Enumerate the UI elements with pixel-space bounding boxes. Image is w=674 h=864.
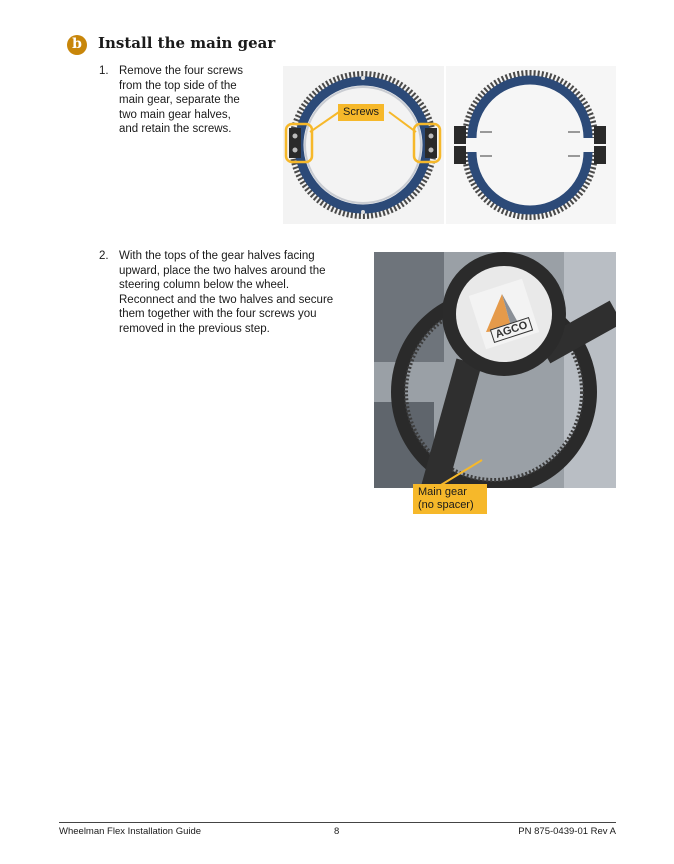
main-gear-callout-line2: (no spacer) [418,499,474,511]
step-2-text [119,249,333,336]
step-2-line: removed in the previous step. [119,322,270,335]
agco-logo: AGCO [490,317,533,343]
main-gear-callout-line1: Main gear [418,486,467,498]
gear-halves-photo [446,66,616,224]
step-2-line: steering column below the wheel. [119,279,290,291]
footer-part-number: PN 875-0439-01 Rev A [518,826,616,837]
callout-pointer [374,252,616,488]
gear-halves-illustration [446,66,616,224]
gear-ring-photo [283,66,444,224]
step-1-number: 1. [99,65,109,77]
steering-wheel-photo [374,252,616,488]
screws-callout: Screws [338,104,384,121]
step-1-line: Remove the four screws [119,65,243,77]
step-1 [99,64,274,144]
step-2-line: them together with the four screws you [119,308,317,320]
step-1-line: from the top side of the [119,79,237,92]
main-gear-callout [413,484,487,514]
step-1-line: two main gear halves, [119,108,231,121]
step-2-line: upward, place the two halves around the [119,264,326,277]
step-1-text [119,64,243,137]
gear-ring-illustration [283,66,444,224]
step-2-line: Reconnect and the two halves and secure [119,293,334,306]
section-title: Install the main gear [98,34,276,52]
step-1-line: and retain the screws. [119,123,232,135]
step-2 [99,249,361,344]
footer-page-number: 8 [334,826,340,837]
step-1-line: main gear, separate the [119,94,240,106]
step-2-line: With the tops of the gear halves facing [119,250,315,262]
step-2-number: 2. [99,250,109,262]
footer-divider [59,822,616,823]
footer-doc-title: Wheelman Flex Installation Guide [59,826,202,837]
section-badge: b [67,35,87,55]
